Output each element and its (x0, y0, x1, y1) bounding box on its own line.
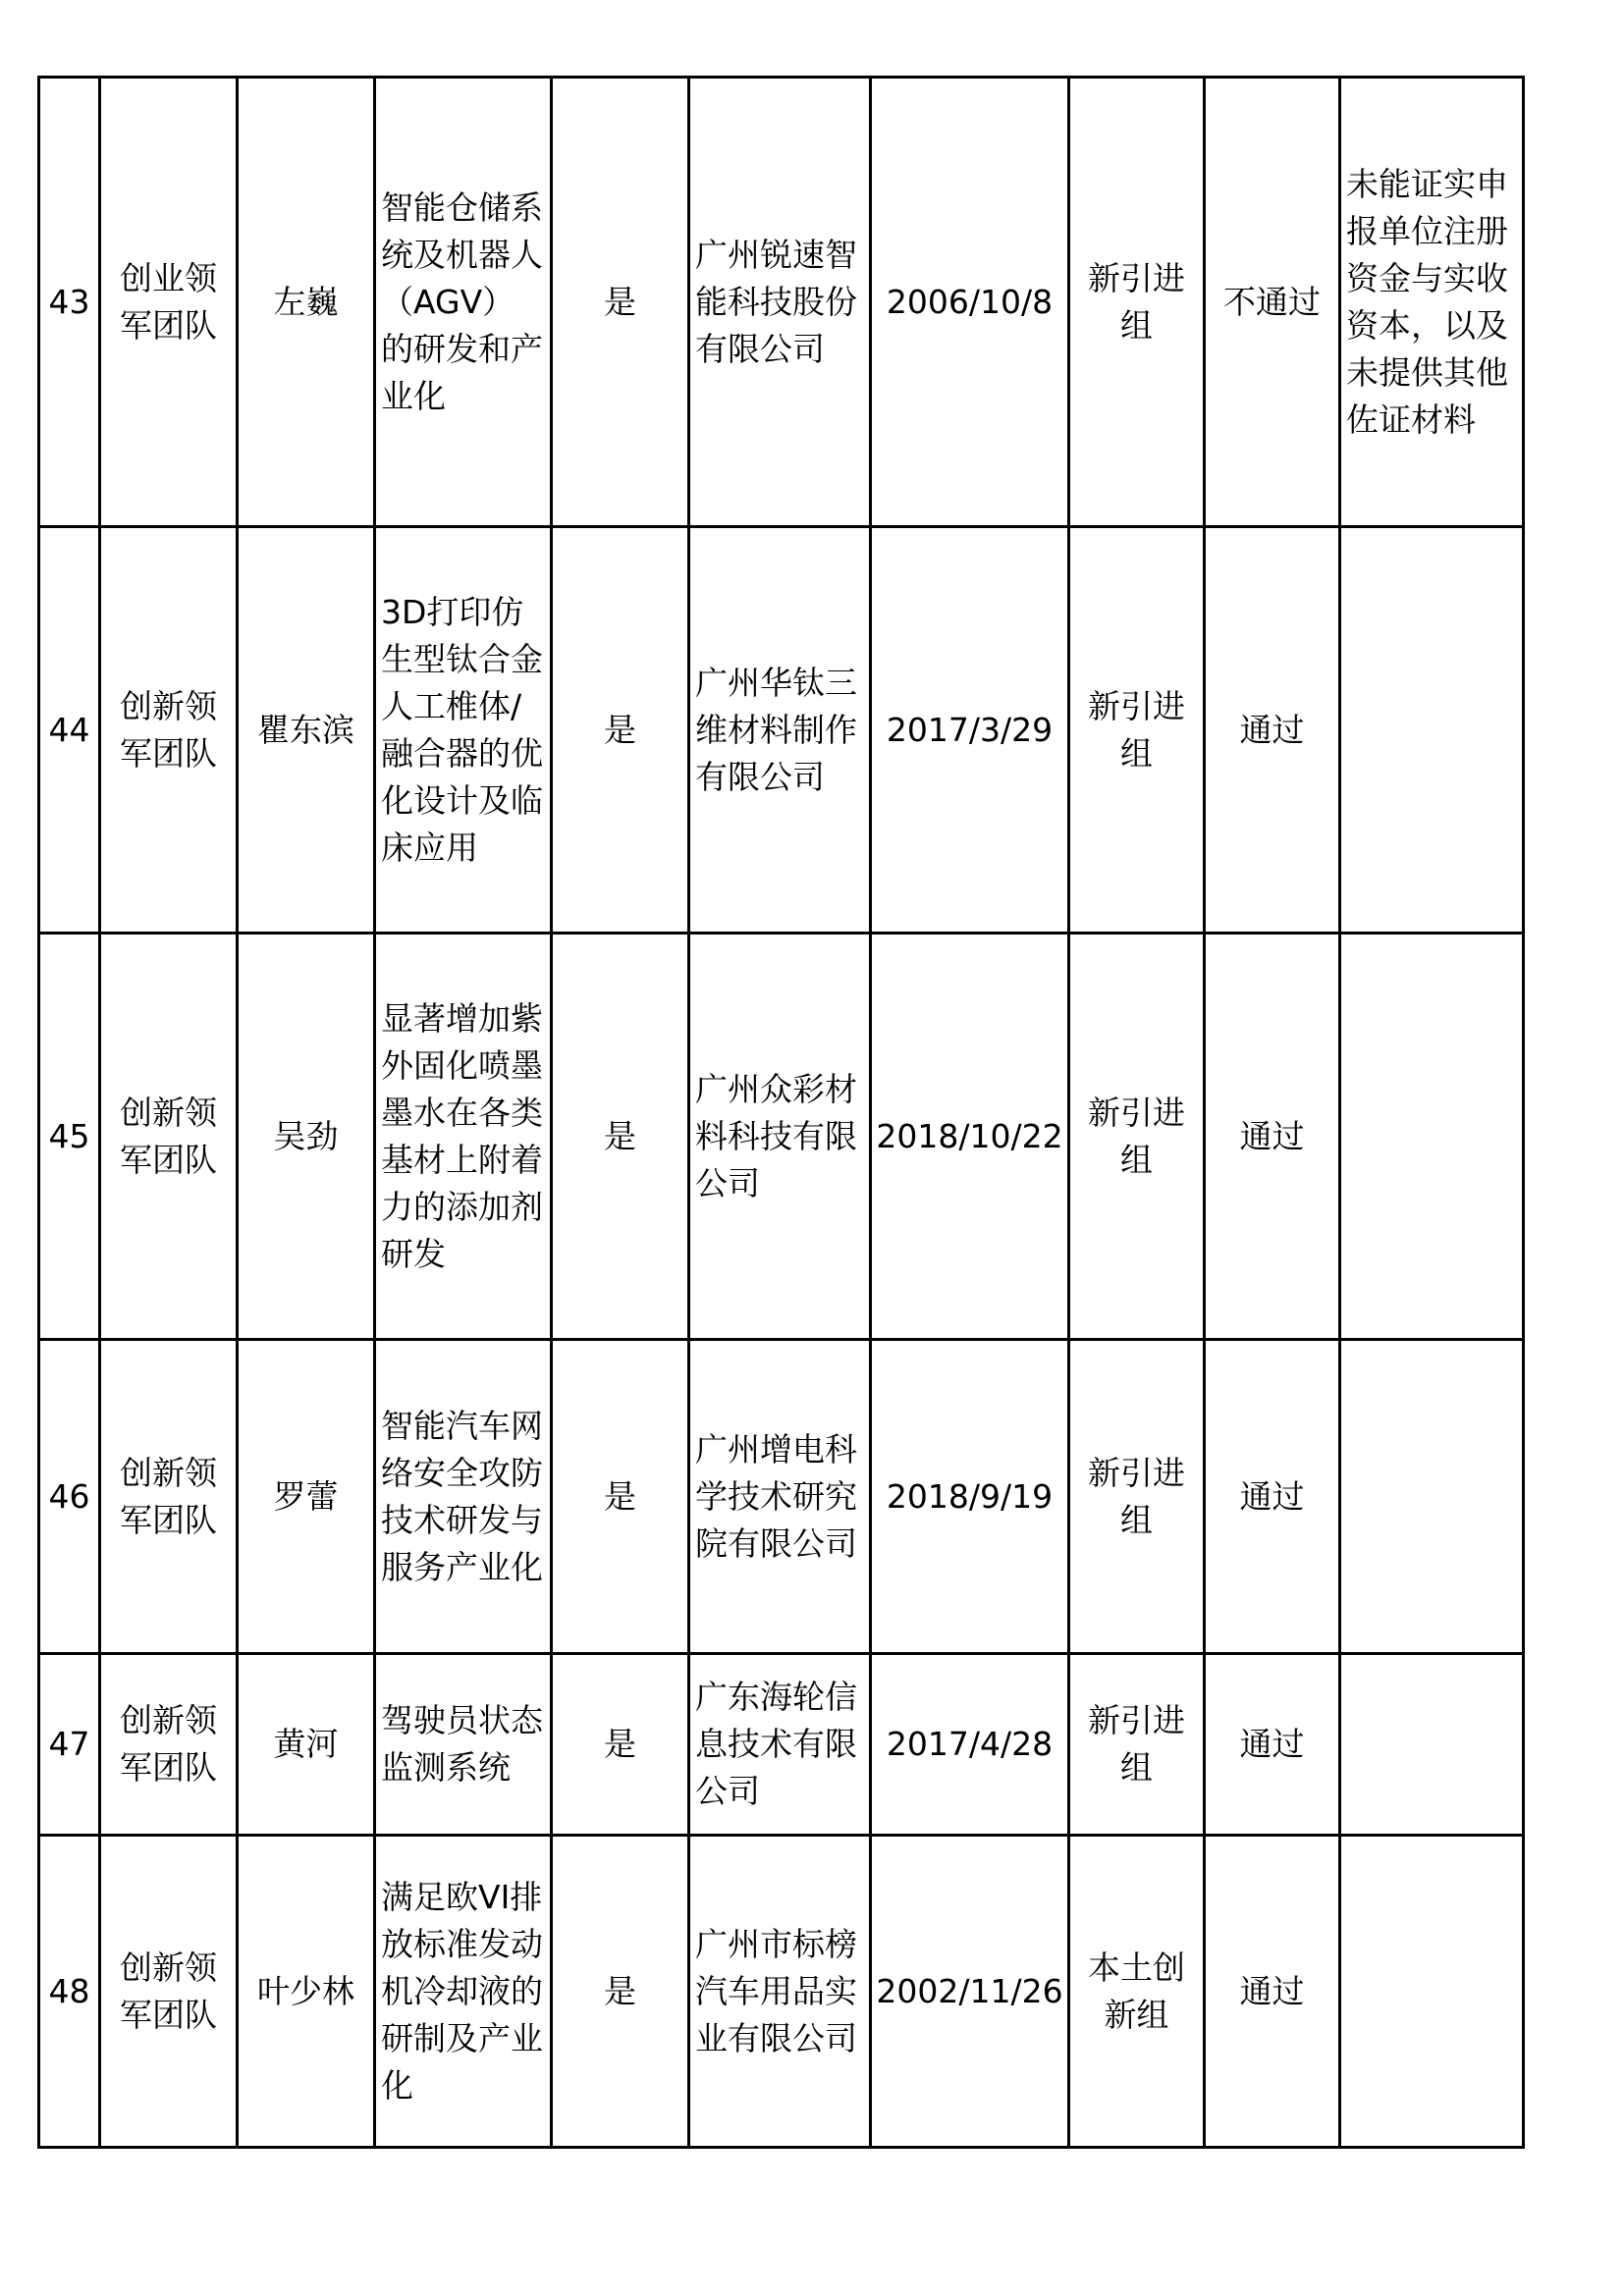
eligibility-flag: 是 (604, 1725, 636, 1763)
row-number-cell (39, 1340, 100, 1654)
registration-date: 2018/9/19 (886, 1476, 1054, 1516)
row-number-cell (39, 1836, 100, 2148)
review-result: 通过 (1239, 1725, 1305, 1763)
review-result-cell (1205, 78, 1340, 527)
applicant-group-cell (1069, 78, 1205, 527)
review-remark-cell (1340, 1836, 1524, 2148)
project-name-cell (375, 934, 552, 1340)
row-number: 45 (48, 1116, 90, 1155)
eligibility-flag-cell (552, 1836, 689, 2148)
review-result-cell (1205, 934, 1340, 1340)
registration-date-cell (871, 1654, 1069, 1836)
applicant-group: 新引进 组 (1088, 1093, 1185, 1179)
team-leader-cell (238, 934, 375, 1340)
company-name: 广州增电科 学技术研究 院有限公司 (695, 1429, 857, 1563)
eligibility-flag: 是 (604, 1971, 636, 2010)
table-row (39, 1836, 1524, 2148)
row-number-cell (39, 78, 100, 527)
project-name: 智能仓储系 统及机器人 （AGV） 的研发和产 业化 (381, 187, 543, 415)
project-name: 驾驶员状态 监测系统 (381, 1701, 543, 1787)
applicant-group: 新引进 组 (1088, 1701, 1185, 1787)
eligibility-flag: 是 (604, 710, 636, 749)
registration-date-cell (871, 934, 1069, 1340)
eligibility-flag-cell (552, 934, 689, 1340)
review-result-cell (1205, 1340, 1340, 1654)
review-result: 通过 (1239, 710, 1305, 749)
registration-date: 2002/11/26 (876, 1971, 1063, 2010)
team-category: 创业领 军团队 (120, 258, 217, 345)
eligibility-flag-cell (552, 1340, 689, 1654)
team-leader: 吴劲 (273, 1116, 339, 1155)
row-number: 44 (48, 710, 90, 749)
team-leader-cell (238, 78, 375, 527)
review-remark-cell (1340, 527, 1524, 934)
team-category-cell (100, 934, 238, 1340)
company-name-cell (689, 1340, 871, 1654)
team-category-cell (100, 78, 238, 527)
applicant-group: 本土创 新组 (1088, 1948, 1185, 2034)
project-name: 满足欧VI排 放标准发动 机冷却液的 研制及产业 化 (381, 1877, 543, 2105)
review-remark-cell (1340, 934, 1524, 1340)
eligibility-flag: 是 (604, 1476, 636, 1516)
team-leader-cell (238, 1340, 375, 1654)
team-leader: 左巍 (273, 282, 339, 321)
project-name-cell (375, 78, 552, 527)
project-name-cell (375, 1340, 552, 1654)
company-name: 广东海轮信 息技术有限 公司 (695, 1678, 857, 1810)
eligibility-flag: 是 (604, 1116, 636, 1155)
team-category-cell (100, 1340, 238, 1654)
company-name-cell (689, 1836, 871, 2148)
team-category: 创新领 军团队 (120, 1701, 217, 1787)
applicant-group-cell (1069, 527, 1205, 934)
applicant-group: 新引进 组 (1088, 686, 1185, 773)
review-remark: 未能证实申 报单位注册 资金与实收 资本，以及 未提供其他 佐证材料 (1346, 164, 1508, 439)
team-leader: 黄河 (273, 1725, 339, 1763)
eligibility-flag-cell (552, 1654, 689, 1836)
applicant-group-cell (1069, 934, 1205, 1340)
review-result-cell (1205, 527, 1340, 934)
project-name-cell (375, 527, 552, 934)
row-number: 46 (48, 1476, 90, 1516)
registration-date: 2017/3/29 (886, 710, 1054, 749)
team-leader: 瞿东滨 (257, 710, 354, 749)
company-name: 广州锐速智 能科技股份 有限公司 (695, 235, 857, 368)
team-category: 创新领 军团队 (120, 1093, 217, 1179)
registration-date: 2018/10/22 (876, 1116, 1063, 1155)
table-row (39, 1654, 1524, 1836)
registration-date-cell (871, 78, 1069, 527)
table-body (39, 78, 1524, 2148)
results-table (37, 76, 1525, 2149)
review-remark-cell (1340, 1340, 1524, 1654)
project-name-cell (375, 1836, 552, 2148)
company-name-cell (689, 527, 871, 934)
registration-date-cell (871, 527, 1069, 934)
review-remark-cell (1340, 78, 1524, 527)
eligibility-flag-cell (552, 527, 689, 934)
team-leader-cell (238, 527, 375, 934)
team-category-cell (100, 1654, 238, 1836)
team-leader: 罗蕾 (273, 1476, 339, 1516)
applicant-group-cell (1069, 1836, 1205, 2148)
table-row (39, 934, 1524, 1340)
row-number-cell (39, 934, 100, 1340)
review-result: 通过 (1239, 1476, 1305, 1516)
team-leader: 叶少林 (257, 1971, 354, 2010)
row-number-cell (39, 1654, 100, 1836)
project-name: 3D打印仿 生型钛合金 人工椎体/ 融合器的优 化设计及临 床应用 (381, 592, 543, 867)
registration-date: 2017/4/28 (886, 1725, 1054, 1763)
team-category: 创新领 军团队 (120, 1948, 217, 2034)
eligibility-flag-cell (552, 78, 689, 527)
company-name: 广州华钛三 维材料制作 有限公司 (695, 663, 857, 796)
registration-date-cell (871, 1340, 1069, 1654)
review-result-cell (1205, 1836, 1340, 2148)
project-name: 智能汽车网 络安全攻防 技术研发与 服务产业化 (381, 1406, 543, 1586)
team-leader-cell (238, 1836, 375, 2148)
review-result: 不通过 (1223, 282, 1321, 321)
company-name: 广州市标榜 汽车用品实 业有限公司 (695, 1924, 857, 2057)
company-name: 广州众彩材 料科技有限 公司 (695, 1069, 857, 1202)
review-result-cell (1205, 1654, 1340, 1836)
registration-date: 2006/10/8 (886, 282, 1054, 321)
eligibility-flag: 是 (604, 282, 636, 321)
row-number: 43 (48, 282, 90, 321)
applicant-group-cell (1069, 1340, 1205, 1654)
team-category: 创新领 军团队 (120, 686, 217, 773)
project-name: 显著增加紫 外固化喷墨 墨水在各类 基材上附着 力的添加剂 研发 (381, 998, 543, 1273)
review-remark-cell (1340, 1654, 1524, 1836)
table-row (39, 527, 1524, 934)
review-result: 通过 (1239, 1116, 1305, 1155)
applicant-group: 新引进 组 (1088, 1453, 1185, 1539)
company-name-cell (689, 934, 871, 1340)
row-number: 48 (48, 1971, 90, 2010)
review-result: 通过 (1239, 1971, 1305, 2010)
row-number-cell (39, 527, 100, 934)
team-leader-cell (238, 1654, 375, 1836)
row-number: 47 (48, 1725, 90, 1763)
project-name-cell (375, 1654, 552, 1836)
team-category-cell (100, 527, 238, 934)
company-name-cell (689, 78, 871, 527)
company-name-cell (689, 1654, 871, 1836)
registration-date-cell (871, 1836, 1069, 2148)
applicant-group-cell (1069, 1654, 1205, 1836)
applicant-group: 新引进 组 (1088, 258, 1185, 345)
team-category-cell (100, 1836, 238, 2148)
table-row (39, 78, 1524, 527)
table-row (39, 1340, 1524, 1654)
team-category: 创新领 军团队 (120, 1453, 217, 1539)
